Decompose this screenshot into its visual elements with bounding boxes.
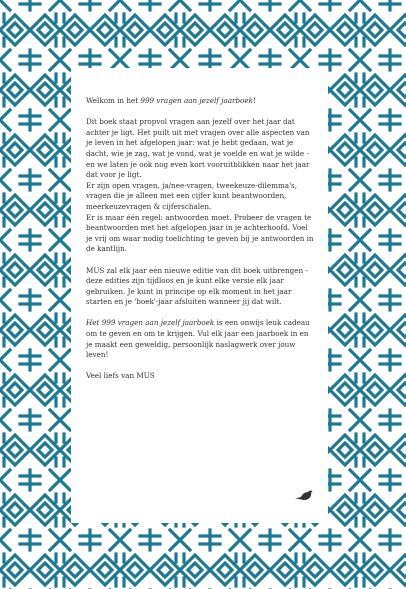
bird-logo-icon — [295, 489, 313, 501]
intro-paragraph: Dit boek staat propvol vragen aan jezelf over het jaar dat achter je ligt. Het puilt uit met vragen over alle aspecten van je leven in het afgelopen jaar: wat je hebt gedaan, wat je dacht, wie je zag, wat je vond, wat je voelde en wat je wilde - en we laten je ook nog even kort vooruitblikken naar het jaar dat voor je ligt. Er zijn open vragen, ja/nee-vragen, tweekeuze-dilemma's, vragen die je alleen met een cijfer kunt beantwoorden, meerkeuzevragen & cijferschalen. Er is maar één regel: antwoorden moet. Probeer de vragen te beantwoorden met het afgelopen jaar in je achterhoofd. Voel je vrij om waar nodig toelichting te geven bij je antwoorden in de kantlijn. — [86, 117, 314, 254]
book-title-inline: Het 999 vragen aan jezelf jaarboek — [86, 318, 215, 328]
welcome-line: Welkom in het 999 vragen aan jezelf jaarboek! — [86, 96, 256, 105]
intro-card — [71, 68, 328, 523]
edition-paragraph: MUS zal elk jaar een nieuwe editie van dit boek uitbrengen - deze edities zijn tijdloos en je kunt elke versie elk jaar gebruiken. Je kunt in principe op elk moment in het jaar starten en je 'boek'-jaar afsluiten wanneer jij dat wilt. — [86, 265, 308, 307]
book-title: 999 vragen aan jezelf jaarboek — [140, 96, 253, 105]
gift-paragraph: Het 999 vragen aan jezelf jaarboek is een onwijs leuk cadeau om te geven en om te krijgen. Vul elk jaar een jaarboek in en je maakt een geweldig, persoonlijk naslagwerk over jouw leven! — [86, 318, 310, 360]
closing-line: Veel liefs van MUS — [86, 371, 155, 381]
